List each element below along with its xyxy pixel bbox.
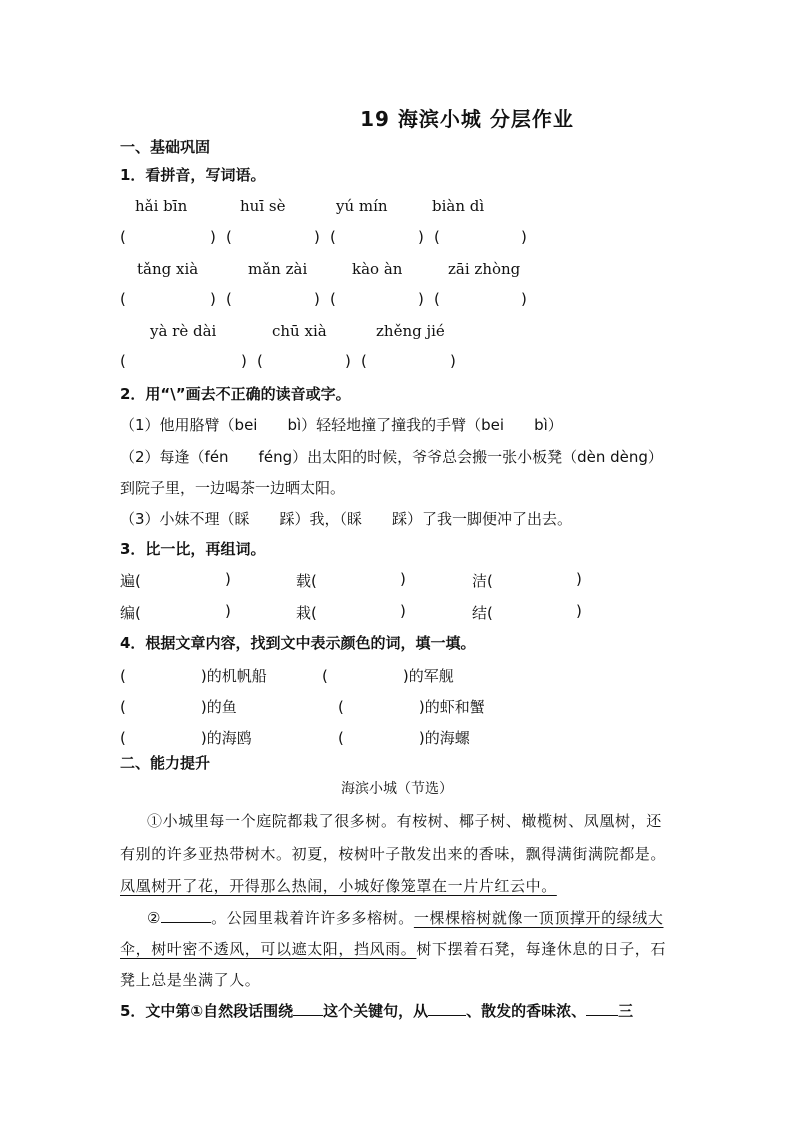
answer-box-close: ) <box>314 290 320 308</box>
fill-blank[interactable] <box>428 999 466 1016</box>
answer-box-open: ( <box>330 228 336 246</box>
pinyin-word: zāi zhòng <box>448 260 521 278</box>
pinyin-word: tǎng xià <box>137 260 199 278</box>
fill-blank[interactable] <box>293 999 323 1016</box>
answer-box-open: ( <box>330 290 336 308</box>
question-2-item-1: （1）他用胳臂（bei bì）轻轻地撞了撞我的手臂（bei bì） <box>120 416 563 434</box>
color-fill-item: ( )的海鸥 <box>120 729 252 747</box>
fill-blank[interactable] <box>586 999 618 1016</box>
page-title: 19 海滨小城 分层作业 <box>360 107 574 131</box>
question-2-heading: 2．用“\”画去不正确的读音或字。 <box>120 385 351 403</box>
question-2-item-3: （3）小妹不理（睬 踩）我，（睬 踩）了我一脚便冲了出去。 <box>120 510 573 528</box>
question-2-item-2-continued: 到院子里，一边喝茶一边晒太阳。 <box>120 479 346 497</box>
pinyin-word: huī sè <box>240 197 286 215</box>
answer-box-close: ) <box>521 228 527 246</box>
color-fill-item: ( )的虾和蟹 <box>338 698 485 716</box>
answer-box-close: ) <box>521 290 527 308</box>
answer-box-close: ) <box>345 352 351 370</box>
answer-box-close: ) <box>241 352 247 370</box>
pinyin-word: yú mín <box>336 197 388 215</box>
answer-box-close: ) <box>314 228 320 246</box>
passage-line: 凳上总是坐满了人。 <box>120 971 261 989</box>
compare-char: 载( <box>296 572 317 590</box>
passage-line: ①小城里每一个庭院都栽了很多树。有桉树、椰子树、橄榄树、凤凰树，还 <box>147 812 662 830</box>
answer-box-open: ( <box>226 228 232 246</box>
passage-line: 有别的许多亚热带树木。初夏，桉树叶子散发出来的香味，飘得满街满院都是。 <box>120 845 667 863</box>
answer-box-close: ) <box>450 352 456 370</box>
compare-char: 栽( <box>296 604 317 622</box>
passage-line: ② 。公园里栽着许许多多榕树。一棵棵榕树就像一顶顶撑开的绿绒大 <box>147 906 663 928</box>
passage-underlined-sentence: 凤凰树开了花，开得那么热闹，小城好像笼罩在一片片红云中。 <box>120 877 557 895</box>
answer-box-close: ) <box>418 290 424 308</box>
color-fill-item: ( )的鱼 <box>120 698 237 716</box>
question-5-heading: 5．文中第①自然段话围绕 这个关键句，从 、散发的香味浓、 三 <box>120 999 633 1021</box>
color-fill-item: ( )的机帆船 <box>120 667 267 685</box>
answer-box-close: ) <box>418 228 424 246</box>
answer-box-open: ( <box>257 352 263 370</box>
answer-box-close: ) <box>400 602 406 620</box>
answer-box-open: ( <box>226 290 232 308</box>
answer-box-open: ( <box>120 228 126 246</box>
answer-box-open: ( <box>434 228 440 246</box>
question-2-item-2: （2）每逢（fén féng）出太阳的时候，爷爷总会搬一张小板凳（dèn dèng） <box>120 448 663 466</box>
question-4-heading: 4．根据文章内容，找到文中表示颜色的词，填一填。 <box>120 634 476 652</box>
answer-box-close: ) <box>210 290 216 308</box>
section-ability-heading: 二、能力提升 <box>120 754 211 772</box>
compare-char: 洁( <box>472 572 493 590</box>
answer-box-open: ( <box>434 290 440 308</box>
pinyin-word: hǎi bīn <box>135 197 188 215</box>
compare-char: 结( <box>472 604 493 622</box>
passage-line: 伞，树叶密不透风，可以遮太阳，挡风雨。树下摆着石凳，每逢休息的日子，石 <box>120 940 667 958</box>
pinyin-word: kào àn <box>352 260 403 278</box>
pinyin-word: mǎn zài <box>248 260 308 278</box>
question-3-heading: 3．比一比，再组词。 <box>120 540 266 558</box>
answer-box-open: ( <box>120 352 126 370</box>
color-fill-item: ( )的海螺 <box>338 729 470 747</box>
pinyin-word: chū xià <box>272 322 327 340</box>
compare-char: 编( <box>120 604 141 622</box>
pinyin-word: yà rè dài <box>150 322 217 340</box>
passage-title: 海滨小城（节选） <box>341 781 453 797</box>
fill-blank[interactable] <box>161 906 211 923</box>
answer-box-close: ) <box>225 602 231 620</box>
answer-box-close: ) <box>576 570 582 588</box>
answer-box-close: ) <box>400 570 406 588</box>
section-basic-heading: 一、基础巩固 <box>120 138 211 156</box>
pinyin-word: zhěng jié <box>376 322 445 340</box>
pinyin-word: biàn dì <box>432 197 485 215</box>
color-fill-item: ( )的军舰 <box>322 667 454 685</box>
compare-char: 遍( <box>120 572 141 590</box>
answer-box-close: ) <box>576 602 582 620</box>
answer-box-open: ( <box>361 352 367 370</box>
answer-box-close: ) <box>210 228 216 246</box>
answer-box-open: ( <box>120 290 126 308</box>
answer-box-close: ) <box>225 570 231 588</box>
question-1-heading: 1．看拼音，写词语。 <box>120 166 266 184</box>
